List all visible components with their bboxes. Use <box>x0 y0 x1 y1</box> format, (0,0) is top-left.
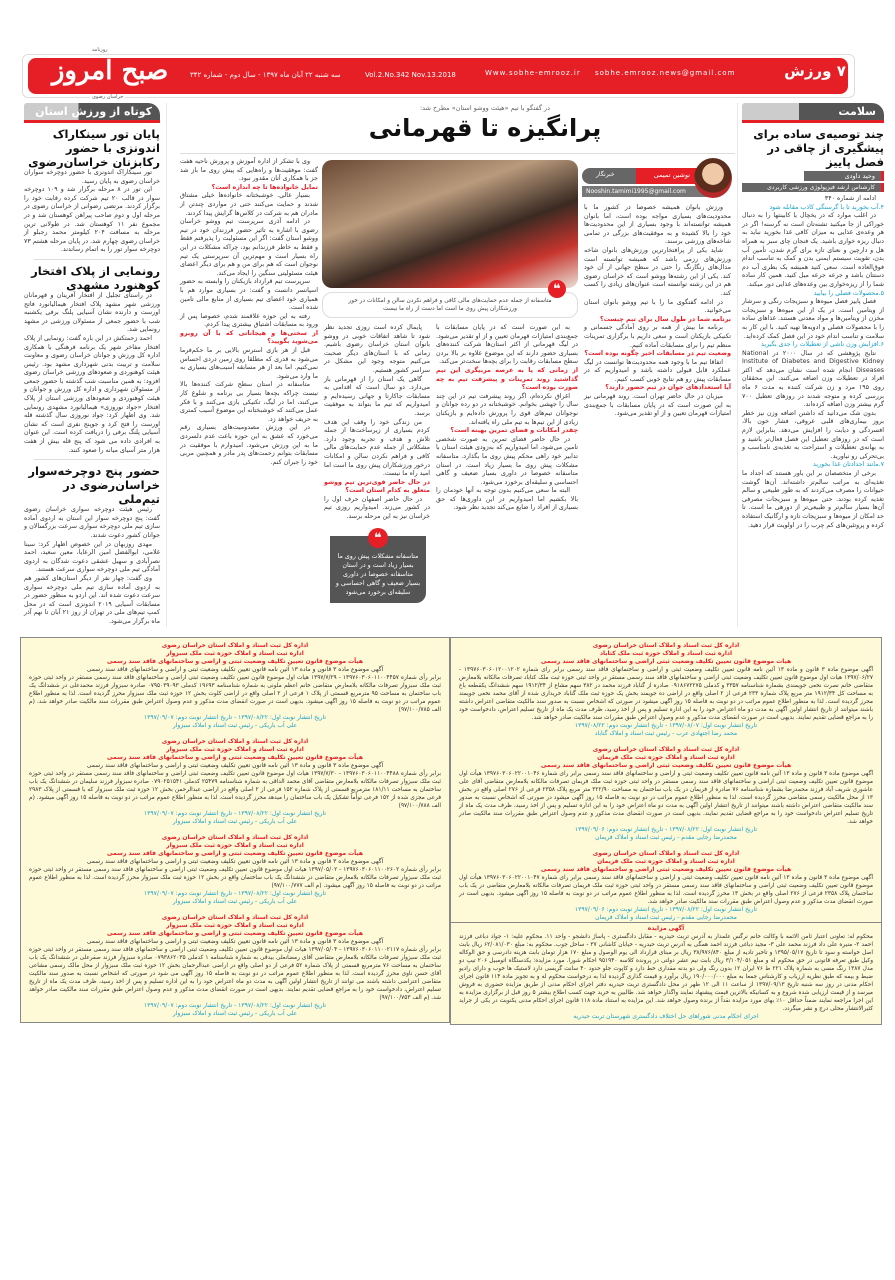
quote-icon: ❝ <box>548 280 566 298</box>
notice-dates: تاریخ انتشار نوبت اول: ۱۳۹۷/۰۸/۲۲ - تاریخ انتشار نوبت دوم: ۱۳۹۷/۰۹/۰۷ <box>143 810 327 817</box>
health-para-5: برخی از متخصصان بر این باور هستند که اجداد ما تغذیه‌ای به مراتب سالم‌تر داشته‌اند. آن‌ها گوشت حیوانات را مصرف می‌کردند که به طور طبیعی و سالم تغذیه کرده بودند. حتی میوه‌ها و سبزیجات مصرفی آن‌ها بسیار سالم‌تر و طبیعی‌تر از دورهی ما است. تا حد امکان از میوه‌ها و سبزیجات تازه و ارگانیک استفاده کرده و پروتئین‌های کم چرب را در اولویت قرار دهید. <box>742 470 884 529</box>
legal-ads-right <box>450 637 882 923</box>
interview-question: وضعیت تیم در مسابقات اخیر چگونه بوده است؟ <box>584 350 731 358</box>
notice-heading: اداره کل ثبت اسناد و املاک استان خراسان رضوی <box>592 746 740 753</box>
article-headline: رونمایی از پلاک افتخار کوهنورد مشهدی <box>31 263 160 292</box>
notice-body: برابر رأی شماره ۱۳۹۷۶۰۳۰۶۰۱۱۰۰۴۴۸۸ - ۱۳۹۷/۷/۳۰ هیات اول موضوع قانون تعیین تکلیف وضعیت ثبتی اراضی و ساختمانهای فاقد سند رسمی مستقر در واحد ثبتی حوزه ثبت ملک سبزوار تصرفات مالکانه بلامعارض متقاضی آقای محمد الداقی به شماره شناسنامه ۲۵۴۷۹ کدملی ۰۷۹۰۲۵۱۵۴۱ صادره سبزوار فرزند سلیمان در ششدانگ یک باب ساختمان به مساحت ۱۸۱/۱۱ مترمربع قسمتی از پلاک شماره ۱۵۲ فرعی از ۲ اصلی واقع در اراضی عبدالرحمن بخش ۱۲ حوزه ثبت ملک سبزوار که با قسمتی از پلاک ۲۹۸۳ فرعی مجزی شده از ۱۵۲ فرعی توأماً تشکیل یک باب ساختمان را میدهد محرز گردیده است. لذا به منظور اطلاع عموم مراتب در دو نوبت به فاصله ۱۵ روز آگهی میشود. (م الف ۹۷/۱۰۰/۷۸۸) <box>29 771 441 809</box>
paragraph: احمد زحمتکش در این باره گفت: رونمایی از پلاک افتخار مفاخر شهر یک برنامه فرهنگی با همکاری اداره کل ورزش و جوانان خراسان رضوی و معاونت سلامت و تربیت بدنی شهرداری مشهد بود. رئیس هیئت کوهنوردی و صعودهای ورزشی خراسان رضوی افزود: به همین مناسبت شب گذشته با حضور جمعی از مسئولان شهرداری و اداره کل ورزش و جوانان و هیئت کوهنوردی و صعودهای ورزشی استان از پلاک افتخار «جواد نوروزی» هیمالیانورد مشهدی رونمایی شد. وی اظهار کرد: جواد نوروزی سال گذشته قله اورست را فتح کرد و جوپنج نفری است که نشان آسیایی پلنگ برفی را دریافت کرده است. این عنوان به افرادی داده می شود که پنج قله بیش از هفت هزار متر آسیای میانه را صعود کنند. <box>24 334 160 454</box>
section-header-provincial: کوتاه از ورزش استان <box>24 103 160 123</box>
notice-heading: اداره کل ثبت اسناد و املاک استان خراسان رضوی <box>161 642 309 649</box>
notice-body: آگهی موضوع ماده ۳ قانون و ماده ۱۳ آئین نامه قانون تعیین تکلیف وضعیت ثبتی و اراضی و ساختمانهای فاقد سند رسمی برابر رای شماره ۱۳۹۷۶۰۳۰۶۰۲۲۰۰۱۰۴۷ هیأت اول موضوع قانون تعیین تکلیف وضعیت ثبتی اراضی و ساختمانهای فاقد سند رسمی مستقر در واحد ثبتی حوزه ثبت ملک فریمان تصرفات مالکانه بلامعارض متقاضی در یک باب ساختمان پلاک ۲۳۵۸ فرعی از ۲۷۶ اصلی واقع در بخش ۱۳ محرز گردیده است. لذا به منظور اطلاع عموم مراتب در دو نوبت به فاصله ۱۵ روز آگهی میشود. بدیهی است در صورت انقضای مدت مذکور و عدم وصول اعتراض طبق مقررات سند مالکیت صادر خواهد شد. <box>459 875 874 905</box>
notice-heading: اداره ثبت اسناد و املاک حوزه ثبت ملک فریمان <box>597 754 735 761</box>
reporter-name: نوشین تمیمی <box>653 171 690 179</box>
logo-bottom: خراسان رضوی <box>92 94 124 100</box>
notice-signature: محمدرضا رجایی مقدم - رئیس ثبت اسناد و املاک فریمان <box>595 834 737 841</box>
feature-col-2 <box>436 324 578 513</box>
paragraph: این تور در ۸ مرحله برگزار شد و ۱۰۹ دوچرخه سوار در قالب ۲۰ تیم شرکت کرده رقابت خود را برگزار کردند. مرتضی رضوانی از خراسان رضوی در مرحله اول و دوم صاحب پیراهن کوهستان شد و در مجموع نفر ۱۱ کوهستان شد. در طولانی ترین مرحله به مسافت ۲۰۴ کیلومتر محمد رجبلو از خراسان رضوی چهارم شد. در پایان مرحله هشتم ۷۳ دوچرخه سوار تور را به اتمام رساندند. <box>24 186 160 254</box>
article-separator <box>34 259 150 260</box>
paragraph: پایمال کرده است روزی تجدید نظر شود تا شاهد اتفاقات خوبی در ووشو بانوان استان خراسان رضوی باشیم. زمانی که با استان‌های دیگر صحبت می‌کنیم متوجه وجود این مشکل در سراسر کشور هستیم. <box>324 324 430 374</box>
paragraph: در ادامه گفتگوی ما را با تیم ووشو بانوان استان می‌خوانید. <box>584 298 731 315</box>
website-link[interactable]: Www.sobhe-emrooz.ir <box>485 69 581 77</box>
notice-heading: هیأت موضوع قانون تعیین تکلیف وضعیت ثبتی اراضی و ساختمانهای فاقد سند رسمی <box>540 866 792 873</box>
notice-signature: علی آب باریکی - رئیس ثبت اسناد و املاک سبزوار <box>172 1010 298 1017</box>
notice-heading: اداره ثبت اسناد و املاک حوزه ثبت ملک سبزوار <box>166 922 304 929</box>
article-body <box>24 506 160 626</box>
legal-notice <box>21 738 449 826</box>
subhead-4: ۷.مانند اجدادتان غذا بخورید <box>813 461 884 469</box>
divider <box>180 153 735 154</box>
logo-top: روزنامه <box>92 47 108 53</box>
paragraph: من زندگی خود را وقف این هدف کردم بسیاری از زیرساخت‌ها از جمله تلاش و هدف و تجربه وجود دارد. مشکلاتی از جمله عدم حمایت‌های مالی کافی و فراهم نکردن سالن و امکانات درخور ورزشکاران پیش روی ما است اما امید راه ما نیست. <box>324 418 430 478</box>
paragraph: تور سینکاراک اندونزی با حضور دوچرخه سواران خراسان رضوی به پایان رسید. <box>24 169 160 185</box>
feature-col-3 <box>324 324 430 522</box>
paragraph: بسیار عالی. خوشبختانه خانواده‌ها خیلی مشتاق شدند و حمایت می‌کنند حتی در مواردی چندتن از مادران هم به شرکت در کلاس‌ها گرایش پیدا کردند. <box>180 192 318 217</box>
notice-heading: اداره ثبت اسناد و املاک حوزه ثبت ملک سبزوار <box>166 746 304 753</box>
notice-heading: هیأت موضوع قانون تعیین تکلیف وضعیت ثبتی اراضی و ساختمانهای فاقد سند رسمی <box>540 762 792 769</box>
auction-body: محکوم له: تعاونی اعتبار ثامن الائمه با وکالت خانم نرگس علمدار به آدرس تربت حیدریه - مقابل دادگستری - پاساژ دانشجو - واحد ۱۱. محکوم علیه: ۱- جواد دباغی فرزند احمد ۲- منیره علی داد فرزند محمد علی ۳- مجید دباغی فرزند احمد همگی به آدرس تربت حیدریه - خیابان کاشانی ۳۷ - ساحل جوب. محکوم به: مبلغ ۶۲/۰۸۱/۰۳۰ ریال بابت اصل خواسته و سود تا تاریخ ۱۳۹۵/۰۵/۱۷ و تاخیر تادیه از مبلغ ۳۸/۹۷۶/۸۴۰ ریال بر مبنای قرارداد الی یوم الوصول و مبلغ ۱۷۰ هزار تومان بابت هزینه دادرسی و حق الوکاله وکیل طبق تعرفه قانونی در حق محکوم له و مبلغ ۳/۱۰۴/۰۵۱ ریال بابت نیم عشر دولتی در پرونده کلاسه ۹۵۱۹۴۰ احکام شورا. مورد مزایده: یکدستگاه اتومبیل ۲۰۶ تیپ دو مدل ۱۳۸۷ رنگ مسی به شماره پلاک ۲۲۱ ط ۷۶ ایران ۱۲ بدون رنگ ولی دو بدنه مقداری خط دارد و کاپوت جلو حدود ۴۰ سانت گریسی دارد لاستیک ها خوب و دارای رادیو ضبط و بیمه که طبق نظریه ارزیاب و کارشناس جمعا به مبلغ ۱۹۰/۰۰۰/۰۰۰ ریال برآورد و قیمت گذاری گردیده لذا به درخواست محکوم له و به تجویز ماده ۱۱۴ قانون اجرای احکام مدنی در روز سه شنبه تاریخ ۱۳۹۷/۰۹/۱۳ از ساعت ۱۱ الی ۱۲ ظهر در محل دادگستری تربت حیدریه دفتر اجرای احکام مدنی از طریق مزایده حضوری به فروش میرسد و از قیمت ارزیابی شده شروع و به کسانیکه بالاترین قیمت پیشنهاد نمایند واگذار خواهد شد. طالبین به خرید جهت کسب اطلاع بیشتر ۵ روز قبل از برگزاری مزایده به این اجرا مراجعه نمایند ضمناً حداقل ۱۰٪ بهای مورد مزایده نقداً از برنده وصول خواهد شد. این مزایده به استناد ماده ۱۱۸ قانون اجرای احکام مدنی یکنوبت در یکی از جراید کثیرالانتشار محلی درج و نشر میگردد. <box>459 934 874 1012</box>
paragraph: رفته به این حوزه علاقمند شدم، خصوصا پس از ورود به مسابقات اشتیاق بیشتری پیدا کردم. <box>180 312 318 329</box>
auction-title: آگهی مزایده <box>647 925 685 932</box>
page-number-section: ۷۰ ورزش <box>784 62 855 80</box>
paragraph: برنامه ما بیش از همه بر روی آمادگی جسمانی و تکنیکی بازیکنان است و سعی داریم با برگزاری تمرینات منظم تیم را برای مسابقات آماده کنیم. <box>584 324 731 349</box>
paragraph: در این ورزش مصدومیت‌های بسیاری رقم می‌خورد که عشق به این حوزه باعث عدم دلسردی ما به این ورزش می‌شود. امیدوارم با موفقیت در مسابقات بتوانم زحمت‌های پدر مادر و همچنین مربی خود را جبران کنم. <box>180 424 318 466</box>
article-body <box>24 169 160 255</box>
notice-signature: علی آب باریکی - رئیس ثبت اسناد و املاک سبزوار <box>172 898 298 905</box>
interview-question: چقدر امکانات و فضای تمرین بهینه است؟ <box>450 427 578 435</box>
paragraph: متاسفانه در استان سطح شرکت کننده‌ها بالا نیست چراکه بچه‌ها بسیار بی برنامه و شلوغ کار می‌کنند، اما در لیگ، تکنیکی بازی می‌کنند و با فکر عمل می‌کنند که خوشبختانه این موضوع آسیب کمتری به حریف خواهد زد. <box>180 381 318 423</box>
paragraph: به این صورت است که در پایان مسابقات با جمع‌بندی امتیازات قهرمان تعیین و از او تقدیر می‌شود. در لیگ قهرمانی از اکثر استان‌ها شرکت کننده‌های بسیاری حضور دارند که این موضوع علاوه بر بالا بردن سطح مسابقات رقابت را برای بچه‌ها سخت‌تر می‌کند. <box>436 324 578 366</box>
paragraph: گاهی یک استان را از قهرمانی باز می‌دارد. دو سال است که اقدامی به مسابقات جاکارتا و جهانی رسیده‌ایم و امیدواریم که تیم ما بتواند به موفقیت برسد. <box>324 375 430 417</box>
email-link[interactable]: sobhe.emrooz.news@gmail.com <box>595 69 736 77</box>
paragraph: مهدی روزبهان در این خصوص اظهار کرد: سینا غلامی، ابوالفضل امین الرعایا، معین سعید، احمد نصرآبادی و سهیل عشقی دعوت شدگان به اردوی آمادگی تیم ملی دوچرخه سواری سرعت هستند. <box>24 540 160 574</box>
legal-notice <box>451 850 881 922</box>
section-header-health: سلامت <box>742 103 884 123</box>
notice-lead: آگهی موضوع ماده ۳ قانون و ماده ۱۳ آئین نامه قانون تعیین تکلیف وضعیت ثبتی و اراضی و ساختمانهای فاقد سند رسمی <box>86 666 384 673</box>
continued-note: ادامه از شماره ۳۴۰ <box>824 195 876 202</box>
notice-lead: آگهی موضوع ماده ۳ قانون و ماده ۱۳ آئین نامه قانون تعیین تکلیف وضعیت ثبتی و اراضی و ساختمانهای فاقد سند رسمی <box>86 858 384 865</box>
subhead-2: ۵.محصولات فصلی را بیابید <box>813 289 884 297</box>
subhead-1: ۴.آب بخورید تا با گرسنگی کاذب مقابله شود <box>769 203 884 211</box>
paragraph: اغراق نکرده‌ام، اگر روند پیشرفت تیم در این چند سال را جهشی بخوانم. خوشبختانه در دو رده جوانان و نوجوانان تیم‌های قوی را پرورش داده‌ایم و بازیکنان زیادی از این تیم‌ها به تیم ملی راه یافته‌اند. <box>436 392 578 426</box>
paragraph: در حال حاضر اصفهان حرف اول را در کشور می‌زند. امیدواریم روزی تیم خراسان نیز به این مرحله برسد. <box>324 495 430 521</box>
paragraph: در راستای تجلیل از افتخار آفرینان و قهرمانان ورزشی شهر مشهد پلاک افتخار هیمالیانورد فاتح اورست و دارنده نشان آسیایی پلنگ برفی یکشنبه شب با حضور جمعی از مسئولان ورزشی در مشهد رونمایی شد. <box>24 291 160 334</box>
interview-question: از زمانی که پا به عرصه مربیگری این تیم گذاشتید روند تمرینات و پیشرفت تیم به چه صورت بوده است؟ <box>436 366 578 392</box>
quote-icon: ❝ <box>368 528 388 548</box>
interview-question: تمایل خانواده‌ها تا چه اندازه است؟ <box>211 183 318 191</box>
legal-notice <box>21 642 449 730</box>
notice-dates: تاریخ انتشار نوبت اول: ۱۳۹۷/۰۸/۰۷ - تاریخ انتشار نوبت دوم: ۱۳۹۷/۰۸/۲۲ <box>574 722 758 729</box>
notice-body: آگهی موضوع ماده ۳ قانون و ماده ۱۳ آئین نامه قانون تعیین تکلیف وضعیت ثبتی و اراضی و ساختمانهای فاقد سند رسمی برابر رای شماره ۱۳۹۷۶۰۳۰۶۰۱۲۰۰۱۲۰۲ - ۱۳۹۷/۰۶/۲۷ هیات اول موضوع قانون تعیین تکلیف وضعیت ثبتی اراضی و ساختمانهای فاقد سند رسمی مستقر در واحد ثبتی حوزه ثبت ملک کناباد تصرفات مالکانه بلامعارض متقاضی خانم نصرت نخعی جویمندی بشماره شناسنامه ۳۳۵۷ و کدملی ۰۹۱۸۶۷۲۲۷۵ صادره از گناباد فرزند محمد در ۳۸۲ سهم مشاع از ۱۹۱۲/۳۴ سهم ششدانگ یکقطعه باغ به مساحت کل ۱۹۱۲/۳۴ متر مربع پلاک شماره ۲۳۳ فرعی از ۲ اصلی واقع در اراضی ده جویمند بخش یک حوزه ثبت ملک گناباد خریداری شده از آقای محمد نخعی جویمند محرز گردیده است. لذا به منظور اطلاع عموم مراتب در دو نوبت به فاصله ۱۵ روز آگهی میشود در صورتی که اشخاص نسبت به صدور سند مالکیت متقاضی اعتراض داشته باشند میتوانند از تاریخ انتشار اولین آگهی به مدت دو ماه اعتراض خود را به این اداره تسلیم و پس از اخذ رسید، ظرف مدت یک ماه از تاریخ تسلیم اعتراض، دادخواست خود را به مراجع قضایی تقدیم نمایند. بدیهی است در صورت انقضای مدت مذکور و عدم وصول اعتراض طبق مقررات سند مالکیت صادر خواهد شد. <box>459 667 874 721</box>
notice-heading: اداره ثبت اسناد و املاک حوزه ثبت ملک فریمان <box>597 858 735 865</box>
issue-date: سه شنبه ۲۲ آبان ماه ۱۳۹۷ - سال دوم - شماره ۳۴۲ <box>190 71 341 79</box>
health-para-4: بدون شک می‌دانید که داشتن اضافه وزن نیز خطر بروز بیماری‌های قلبی عروقی، فشار خون بالا، افسردگی و دیابت را افزایش می‌دهد. بنابراین لازم است که در روزهای تعطیل این فصل فعال‌تر باشید و به بهانه‌ی تعطیلات و استراحت به تغذیه‌ی نامناسب و بی‌تحرکی رو نیاورید. <box>742 409 884 460</box>
feature-kicker: در گفتگو با تیم «هیئت ووشو استان» مطرح شد: <box>419 104 551 112</box>
notice-signature: محمدرضا رجایی مقدم - رئیس ثبت اسناد و املاک فریمان <box>595 914 737 921</box>
interview-question: آیا استعدادهای جوان در تیم حضور دارند؟ <box>605 384 731 392</box>
auction-ad <box>450 923 882 1025</box>
paragraph: البته ما سعی می‌کنیم بدون توجه به آنها خودمان را بالا بکشیم اما امیدواریم در این داوری‌ها که حق بسیاری از افراد را ضایع می‌کند تجدید نظر شود. <box>436 487 578 512</box>
paragraph: سرپرست تیم قرارداد بازیکنان را وابسته به حضور اسپانسر دانست و گفت: در بسیاری موارد هم با همیاری خود اعضای تیم بسیاری از منابع مالی تامین شده است. <box>180 278 318 312</box>
legal-notice <box>21 914 449 1018</box>
feature-header <box>180 104 730 142</box>
reporter-email[interactable]: Nooshin.tamimi1995@gmail.com <box>582 186 710 197</box>
notice-dates: تاریخ انتشار نوبت اول: ۱۳۹۷/۰۸/۲۲ - تاریخ انتشار نوبت دوم: ۱۳۹۷/۰۹/۰۶ <box>574 826 758 833</box>
notice-body: آگهی موضوع ماده ۳ قانون و ماده ۱۳ آئین نامه قانون تعیین تکلیف وضعیت ثبتی و اراضی و ساختمانهای فاقد سند رسمی برابر رای شماره ۱۳۹۷۶۰۳۰۶۰۲۲۰۰۱۰۴۶ هیأت اول موضوع قانون تعیین تکلیف وضعیت ثبتی اراضی و ساختمانهای فاقد سند رسمی مستقر در واحد ثبتی حوزه ثبت ملک فریمان تصرفات مالکانه بلامعارض متقاضی آقای علی عاشوری شریف آباد فرزند محمدرضا بشماره شناسنامه ۷۶ صادره از فریمان در یک باب ساختمان به مساحت ۳۲۲/۹۰ متر مربع پلاک ۲۳۵۸ فرعی از ۲۷۶ اصلی واقع در بخش ۱۳ از محل مالکیت رسمی متقاضی محرز گردیده است. لذا به منظور اطلاع عموم مراتب در دو نوبت به فاصله ۱۵ روز آگهی میشود در صورتی که اشخاص نسبت به صدور سند مالکیت متقاضی اعتراض داشته باشند میتوانند از تاریخ انتشار اولین آگهی به مدت دو ماه اعتراض خود را به این اداره تسلیم و پس از اخذ رسید، ظرف مدت یک ماه از تاریخ تسلیم اعتراض دادخواست خود را به مراجع قضایی تقدیم نمایند. بدیهی است در صورت انقضای مدت مذکور و عدم وصول اعتراض طبق مقررات سند مالکیت صادر خواهد شد. <box>459 771 874 825</box>
paragraph: میزبان در حال حاضر تهران است. روند قهرمانی نیز به این صورت است که در پایان مسابقات با جمع‌بندی امتیازات قهرمان تعیین و از او تقدیر می‌شود. <box>584 393 731 418</box>
notice-heading: هیأت موضوع قانون تعیین تکلیف وضعیت ثبتی و اراضی و ساختمانهای فاقد سند رسمی <box>106 930 364 937</box>
author-role-tag: کارشناس ارشد فیزیولوژی ورزشی کاربردی <box>742 183 884 192</box>
notice-heading: هیأت موضوع قانون تعیین تکلیف وضعیت ثبتی و اراضی و ساختمانهای فاقد سند رسمی <box>106 754 364 761</box>
notice-heading: هیأت موضوع قانون تعیین تکلیف وضعیت ثبتی و اراضی و ساختمانهای فاقد سند رسمی <box>106 658 364 665</box>
notice-heading: هیأت موضوع قانون تعیین تکلیف وضعیت ثبتی و اراضی و ساختمانهای فاقد سند رسمی <box>106 850 364 857</box>
interview-question: برنامه شما در طول سال برای تیم چیست؟ <box>600 315 731 323</box>
notice-heading: هیات موضوع قانون تعیین تکلیف وضعیت ثبتی اراضی و ساختمانهای فاقد سند رسمی <box>540 658 792 665</box>
pull-quote-text: متاسفانه مشکلات پیش روی ما بسیار زیاد است و در استان متاسفانه خصوصا در داوری بسیار ضعیف و گاهی احساسی و سلیقه‌ای برخورد می‌شود <box>335 553 421 596</box>
notice-lead: آگهی موضوع ماده ۳ قانون و ماده ۱۳ آئین نامه قانون تعیین تکلیف وضعیت ثبتی و اراضی و ساختمانهای فاقد سند رسمی <box>86 762 384 769</box>
notice-lead: آگهی موضوع ماده ۳ قانون و ماده ۱۳ آئین نامه قانون تعیین تکلیف وضعیت ثبتی و اراضی و ساختمانهای فاقد سند رسمی <box>86 938 384 945</box>
paragraph: قبل از هر بازی استرس بالایی بر ما حکم‌فرما می‌شود به قدری که مطلقا روی زمین دردی احساس نمی‌کنیم. اما بعد از هر مسابقه آسیب‌های بسیاری به ما وارد می‌شود. <box>180 347 318 380</box>
reporter-avatar <box>694 158 732 198</box>
feature-col-1 <box>584 204 731 419</box>
notice-heading: اداره کل ثبت اسناد و املاک استان خراسان رضوی <box>161 738 309 745</box>
health-para-2: فصل پاییز فصل میوه‌ها و سبزیجات رنگی و سرشار از ویتامین است. در یک از این میوه‌ها و سبزیجات مخزن از ویتامین‌ها و مواد معدنی هستند. غذاهای ساده را با محصولات فصلی و ادویه‌ها تهیه کنید. با این کار به سلامت و تناسب اندام خود در این فصل کمک کرده‌اید. <box>742 298 884 340</box>
notice-signature: علی آب باریکی - رئیس ثبت اسناد و املاک سبزوار <box>172 722 298 729</box>
feature-col-4 <box>180 158 318 467</box>
provincial-column <box>24 103 160 627</box>
health-para-1: در اغلب موارد که در یخچال یا کابینتها را به دنبال خوراکی از جا میکنید تشنه‌تان است نه گرسنه! اگر در هر وعده‌ی غذایی به میزان کافی غذا بخورید نباید به دنبال ریزه خواری باشید. یک فنجان چای سبز به همراه هل و دارچین و نعنای تازه برای گرم شدن، تأمین آب بدن، تقویت سیستم ایمنی بدن و کمک به تناسب اندام فوق‌العاده است. سعی کنید همیشه یک بطری آب دم دستتان باشد و جرعه جرعه میل کنید. همین کار ساده شما را از ریزه‌خواری بین وعده‌های غذایی دور میکند. <box>742 212 884 288</box>
article-headline: پایان تور سینکاراک اندونزی با حضور رکابزنان خراسان‌رضوی <box>28 127 160 169</box>
notice-heading: اداره کل ثبت اسناد و املاک استان خراسان رضوی <box>592 850 740 857</box>
reporter-role: خبرنگار <box>596 171 615 178</box>
notice-dates: تاریخ انتشار نوبت اول: ۱۳۹۷/۰۸/۲۲ - تاریخ انتشار نوبت دوم: ۱۳۹۷/۰۹/۰۷ <box>143 890 327 897</box>
article-headline: حضور پنج دوچرخه‌سوار خراسان‌رضوی در تیم‌ملی <box>28 464 160 507</box>
notice-body: برابر رأی شماره ۱۳۹۷۶۰۳۰۶۰۱۱۰۰۲۶۰۲ - ۱۳۹۷/۰۵/۰۲ هیات اول موضوع قانون تعیین تکلیف وضعیت ثبتی اراضی و ساختمانهای فاقد سند رسمی مستقر در واحد ثبتی حوزه ثبت ملک سبزوار تصرفات مالکانه بلامعارض متقاضی در ششدانگ یک باب ساختمان واقع در بخش ۱۲ حوزه ثبت ملک سبزوار محرز گردیده است. لذا به منظور اطلاع عموم مراتب در دو نوبت به فاصله ۱۵ روز آگهی میشود. (م الف ۹۷/۱۰۰/۷۷۷) <box>29 867 441 889</box>
paragraph: شاید یکی از پرافتخارترین ورزش‌های بانوان شاخه ورزش‌های رزمی باشد که همیشه توانسته است مدال‌های رنگارنگ را حتی در سطح جهانی از آن خود کند. یکی از این رشته‌ها ووشو است که خراسان رضوی هم در این رشته توانسته است عنوان‌های زیادی را کسب کند. <box>584 246 731 297</box>
paragraph: در ادامه آذری سرپرست تیم ووشو خراسان رضوی با اشاره به تاثیر حضور فرزندان خود در تیم ووشو استان گفت: اگر این مسئولیت را پذیرفتم فقط و فقط به خاطر فرزندانم بود، چراکه مشکلات در این راه بسیار است و مهم‌ترین آن سرپرستی یک تیم نوجوان است که هم برای من و هم برای دیگر اعضای هیئت مسئولیتی سنگین را ایجاد می‌کند. <box>180 218 318 277</box>
notice-signature: محمد رضا اجتهادی عرب - رئیس ثبت اسناد و املاک گناباد <box>594 730 738 737</box>
article-separator <box>34 459 150 460</box>
notice-heading: اداره کل ثبت اسناد و املاک استان خراسان رضوی <box>592 642 740 649</box>
notice-dates: تاریخ انتشار نوبت اول: ۱۳۹۷/۰۸/۲۲ - تاریخ انتشار نوبت دوم: ۱۳۹۷/۰۹/۰۷ <box>143 1002 327 1009</box>
paragraph: در حال حاضر فضای تمرین به صورت شخصی تامین می‌شود، اما امیدواریم که به‌زودی هیئت استان با تدابیر خود راهی محکم پیش روی ما بگذارد. متاسفانه مشکلات پیش روی ما بسیار زیاد است. در استان متاسفانه خصوصا در داوری بسیار ضعیف و گاهی احساسی و سلیقه‌ای برخورد می‌شود. <box>436 435 578 486</box>
paragraph: رئیس هیئت دوچرخه سواری خراسان رضوی گفت: پنج دوچرخه سوار این استان به اردوی آماده سازی تیم ملی دوچرخه سواری سرعت بزرگسالان و جوانان کشور دعوت شدند. <box>24 506 160 539</box>
feature-title: پرانگیزه تا قهرمانی <box>368 114 602 142</box>
notice-body: برابر رأی شماره ۱۳۹۷۶۰۳۰۶۰۱۱۰۰۲۱۱۷ - ۱۳۹۷/۰۵/۰۴ هیات اول موضوع قانون تعیین تکلیف وضعیت ثبتی اراضی و ساختمانهای فاقد سند رسمی مستقر در واحد ثبتی حوزه ثبت ملک سبزوار تصرفات مالکانه بلامعارض متقاضی آقای رمضانعلی بیدقی به شماره شناسنامه ۱ کدملی ۰۷۹۳۸۶۲۰۳۵ صادره سبزوار فرزند صفرعلی در ششدانگ یک باب ساختمان به مساحت ۷۶ مترمربع قسمتی از پلاک شماره ۵۲ فرعی از دو اصلی واقع در اراضی عبدالرحمان بخش ۱۲ حوزه ثبت ملک سبزوار از محل مالک رسمی مشاعی آقای حسن ناوی محرز گردیده است. لذا به منظور اطلاع عموم مراتب در دو نوبت به فاصله ۱۵ روز آگهی می شود در صورتی که اشخاص نسبت به صدور سند مالکیت متقاضی اعتراضی داشته باشند می توانند از تاریخ انتشار اولین آگهی به مدت دو ماه اعتراض خود را به این اداره تسلیم و پس از اخذ رسید، ظرف مدت یک ماه از تاریخ تسلیم اعتراض، دادخواست خود را به مراجع قضایی تقدیم نمایند. بدیهی است در صورت انقضای مدت مذکور و عدم وصول اعتراض طبق مقررات سند مالکیت صادر خواهد شد. (م الف ۹۷/۱۰۰/۷۵۳) <box>29 947 442 1001</box>
notice-heading: اداره ثبت اسناد و املاک حوزه ثبت ملک سبزوار <box>166 650 304 657</box>
interview-question: از سختی‌ها و هیجاناتی که با آن روبرو می‌شوید بگویید؟ <box>180 329 318 346</box>
auction-sign: اجرای احکام مدنی شوراهای حل اختلاف دادگستری شهرستان تربت حیدریه <box>573 1013 759 1020</box>
pull-quote <box>330 531 426 603</box>
interview-question: در حال حاضر قوی‌ترین تیم ووشو متعلق به کدام استان است؟ <box>324 478 430 495</box>
feature-photo <box>322 160 578 288</box>
logo-title: صبح امروز <box>51 56 169 86</box>
photo-caption: متاسفانه از جمله عدم حمایت‌های مالی کافی و فراهم نکردن سالن و امکانات در خور ورزشکاران پیش روی ما است اما دست از راه ما نیست <box>322 292 578 318</box>
legal-ads-left <box>20 637 450 1023</box>
notice-body: برابر رأی شماره ۱۳۹۷۶۰۳۰۶۰۱۱۰۰۴۴۵۷ - ۱۳۹۷/۷/۲۹ هیات اول موضوع قانون تعیین تکلیف وضعیت ثبتی اراضی و ساختمانهای فاقد سند رسمی مستقر در واحد ثبتی حوزه ثبت ملک سبزوار تصرفات مالکانه بلامعارض متقاضی خانم اعظم ملونی به شماره شناسنامه ۱۹۶۹۳ کدملی ۰۷۹۵۰۳۹۰۹۳ صادره سبزوار فرزند محمدعلی در ششدانگ یک باب ساختمان به مساحت ۹۵ مترمربع قسمتی از پلاک ۱ فرعی از ۲ اصلی واقع در اراضی کلوت بخش ۱۲ حوزه ثبت ملک سبزوار محرز گردیده است. لذا به منظور اطلاع عموم مراتب در دو نوبت به فاصله ۱۵ روز آگهی میشود. بدیهی است در صورت انقضای مدت مذکور و عدم وصول اعتراض طبق مقررات سند مالکیت صادر خواهد شد. (م الف ۹۷/۱۰۰/۷۸۵) <box>29 675 442 713</box>
volume-number: Vol.2.No.342 Nov.13.2018 <box>365 71 456 79</box>
column-divider <box>737 103 738 627</box>
author-tag: وحید داودی <box>804 171 884 181</box>
notice-heading: اداره کل ثبت اسناد و املاک استان خراسان رضوی <box>161 834 309 841</box>
subhead-3: ۶.افزایش وزن ناشی از تعطیلات را جدی بگیرید <box>761 341 884 349</box>
legal-notice <box>21 834 449 906</box>
health-para-3: نتایج پژوهشی که در سال ۲۰۰۰ در National Institute of Diabetes and Digestive Kidney Diseases انجام شده است نشان می‌دهد که اکثر افراد در تعطیلات وزن اضافه می‌کنند. این محققان روی ۱۹۵ مرد و زن شرکت کننده به مدت ۶ ماه بررسی کرده و متوجه شدند در روزهای تعطیل ۷۰۰ گرم بیشتر وزن اضافه کرده‌اند. <box>742 349 884 409</box>
paragraph: ورزش بانوان همیشه خصوصا در کشور ما با محدودیت‌های بسیاری مواجه بوده است، اما بانوان همیشه توانسته‌اند با وجود بسیاری از این محدودیت‌ها خود را بالا کشیده و به موفقیت‌های بزرگی در تمامی شاخه‌های ورزشی برسند. <box>584 204 731 246</box>
paragraph: اتفاقا تیم ما با وجود همه محدودیت‌ها توانست در لیگ عملکرد قابل قبولی داشته باشد و امیدواریم که در مسابقات پیش رو هم نتایج خوبی کسب کنیم. <box>584 358 731 383</box>
legal-notice <box>451 642 881 738</box>
notice-heading: اداره ثبت اسناد و املاک حوزه ثبت ملک سبزوار <box>166 842 304 849</box>
article-body <box>24 292 160 455</box>
paragraph: وی گفت: چهار نفر از دیگر استان‌های کشور هم به اردوی آماده سازی تیم ملی دوچرخه سواری سرعت دعوت شده اند. این اردو به منظور حضور در مسابقات آسیایی ۲۰۱۹ اندونزی است که در محل کمپ تیم‌های ملی در تهران از روز ۲۱ آبان تا نهم آذر ماه برگزار می‌شود. <box>24 574 160 625</box>
legal-notice <box>451 746 881 842</box>
health-headline: چند توصیه‌ی ساده برای پیشگیری از چاقی در فصل پاییز <box>753 127 884 169</box>
notice-heading: اداره ثبت اسناد و املاک حوزه ثبت ملک کناباد <box>599 650 733 657</box>
newspaper-logo <box>50 48 170 100</box>
notice-dates: تاریخ انتشار نوبت اول: ۱۳۹۷/۰۸/۲۲ - تاریخ انتشار نوبت دوم: ۱۳۹۷/۰۹/۰۶ <box>574 906 758 913</box>
reporter-card <box>582 158 732 200</box>
notice-dates: تاریخ انتشار نوبت اول: ۱۳۹۷/۰۸/۲۲ - تاریخ انتشار نوبت دوم: ۱۳۹۷/۰۹/۰۷ <box>143 714 327 721</box>
column-divider <box>166 103 167 627</box>
notice-signature: علی آب باریکی - رئیس ثبت اسناد و املاک سبزوار <box>172 818 298 825</box>
health-column <box>742 103 884 530</box>
paragraph: وی با تشکر از اداره آموزش و پرورش ناحیه هفت گفت: موفقیت‌ها و راه‌هایی که پیش روی ما باز شد جز با همکاری آنان مقدور نبود. <box>180 158 318 183</box>
notice-heading: اداره کل ثبت اسناد و املاک استان خراسان رضوی <box>161 914 309 921</box>
